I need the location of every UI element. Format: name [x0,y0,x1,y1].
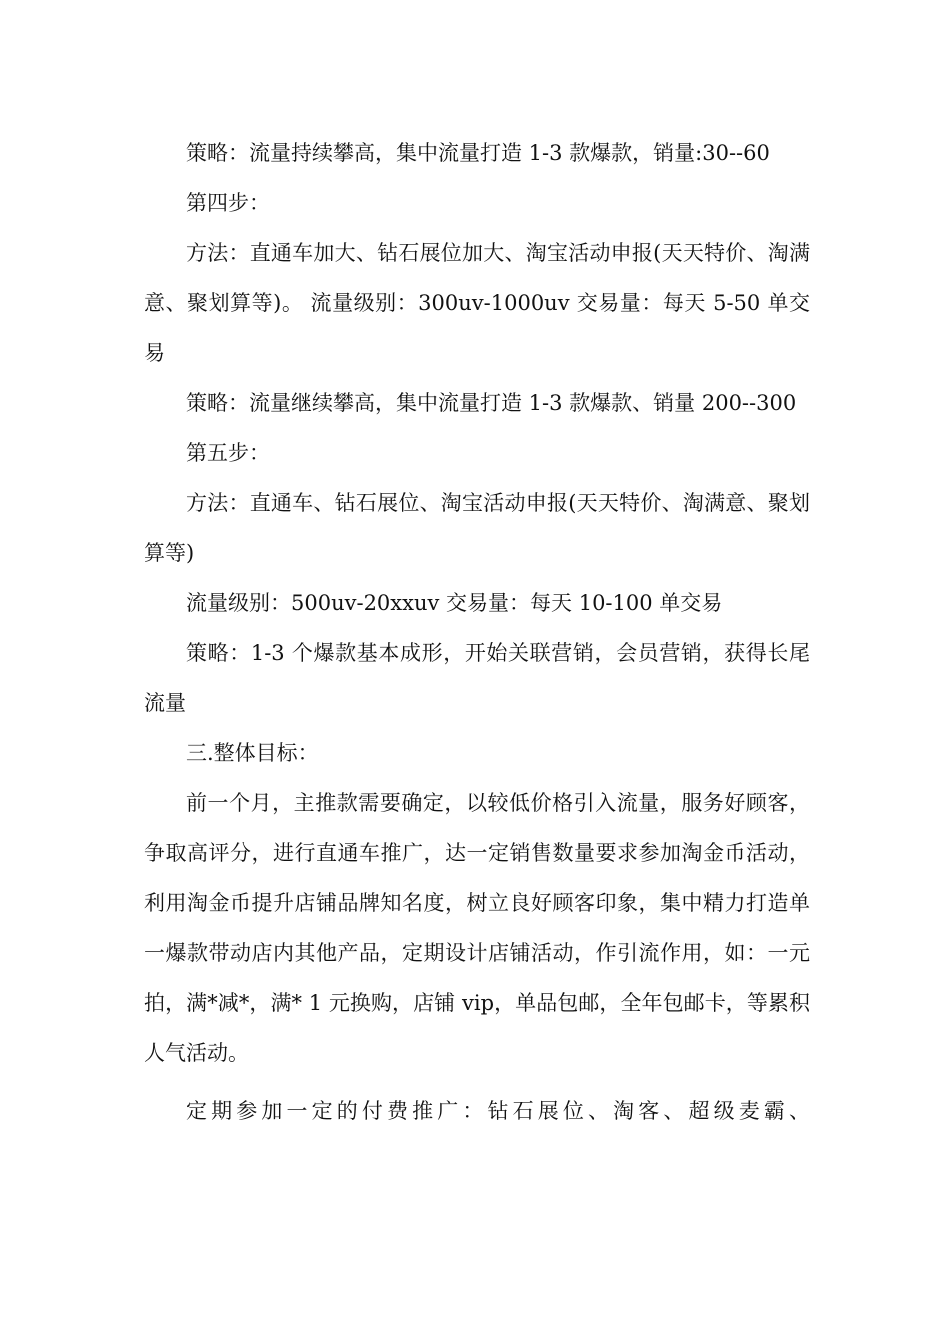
heading-step-four: 第四步： [186,191,270,215]
paragraph-strategy-1: 策略：流量持续攀高，集中流量打造 1-3 款爆款，销量:30--60 [186,141,770,165]
paragraph-strategy-4: 策略：流量继续攀高，集中流量打造 1-3 款爆款、销量 200--300 [186,391,797,415]
paragraph-first-month: 前一个月，主推款需要确定，以较低价格引入流量，服务好顾客，争取高评分，进行直通车推广，达一定销售数量要求参加淘金币活动，利用淘金币提升店铺品牌知名度，树立良好顾客印象，集中精力打造单一爆款带动店内其他产品，定期设计店铺活动，作引流作用，如：一元拍，满*减*，满* 1 元换购，店铺 vip，单品包邮，全年包邮卡，等累积人气活动。 [144,791,810,1065]
heading-overall-goal: 三.整体目标： [186,741,319,765]
heading-step-five: 第五步： [186,441,270,465]
paragraph-traffic-5: 流量级别：500uv-20xxuv 交易量：每天 10-100 单交易 [186,591,723,615]
paragraph-method-4: 方法：直通车加大、钻石展位加大、淘宝活动申报(天天特价、淘满意、聚划算等)。 流量级别：300uv-1000uv 交易量：每天 5-50 单交易 [144,241,810,365]
paragraph-strategy-5: 策略：1-3 个爆款基本成形，开始关联营销，会员营销，获得长尾流量 [144,641,810,715]
paragraph-paid-promotion: 定期参加一定的付费推广：钻石展位、淘客、超级麦霸、 [186,1099,810,1123]
paragraph-gap [144,1078,810,1086]
paragraph-method-5: 方法：直通车、钻石展位、淘宝活动申报(天天特价、淘满意、聚划算等) [144,491,810,565]
